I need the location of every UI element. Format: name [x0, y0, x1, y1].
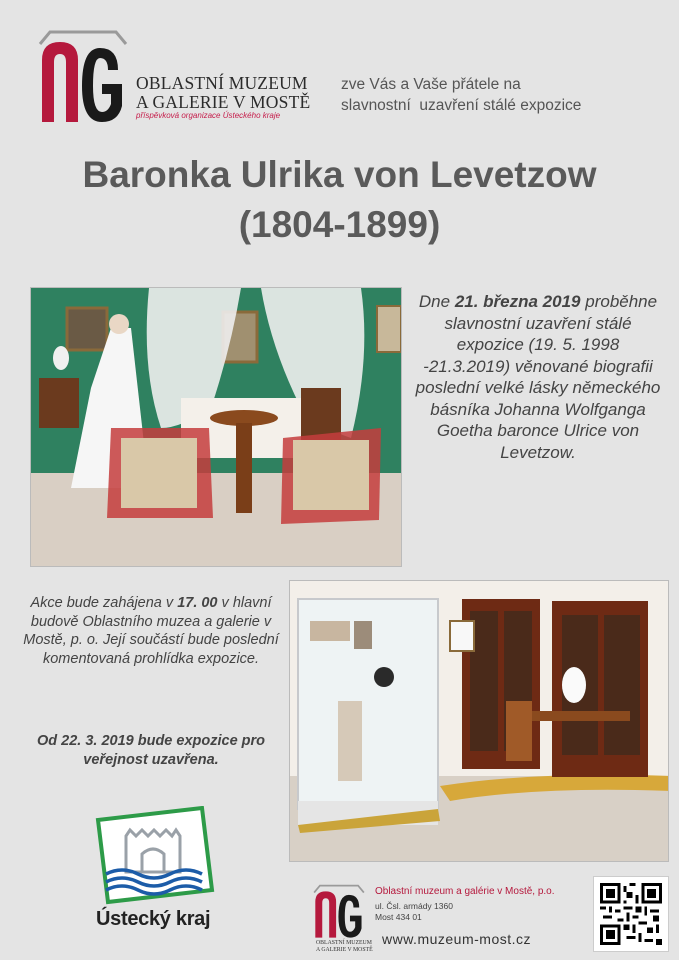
page-title — [0, 150, 679, 250]
contact-organization: Oblastní muzeum a galérie v Mostě, p.o. — [375, 886, 555, 897]
event-details — [20, 594, 282, 668]
description-text: proběhne slavnostní uzavření stálé expozice (19. 5. 1998 -21.3.2019) věnované biografii poslední velké lásky německého básníka Johanna Wolfganga Goetha baronce Ulrice von Levetzow. — [415, 292, 661, 462]
small-org-line1: OBLASTNÍ MUZEUM — [316, 940, 372, 946]
invitation-text — [341, 74, 581, 116]
event-time: 17. 00 — [177, 595, 218, 611]
title-name: Baronka Ulrika von Levetzow — [82, 154, 597, 195]
contact-city: Most 434 01 — [375, 912, 422, 922]
invitation-line2: slavnostní uzavření stálé expozice — [341, 97, 582, 114]
org-title-line1: OBLASTNÍ MUZEUM — [136, 73, 308, 93]
usti-region-logo-icon — [92, 806, 222, 906]
title-years: (1804-1899) — [238, 204, 441, 245]
event-text: v hlavní budově Oblastního muzea a galerie v Mostě, p. o. Její součástí bude poslední komentovaná prohlídka expozice. — [23, 595, 279, 667]
event-prefix: Akce bude zahájena v — [30, 595, 178, 611]
description-prefix: Dne — [418, 292, 455, 311]
org-subtitle: příspěvková organizace Ústeckého kraje — [136, 111, 281, 120]
small-org-line2: A GALERIE V MOSTĚ — [316, 946, 373, 953]
exhibition-library-photo — [289, 580, 669, 862]
org-title — [136, 74, 310, 112]
mg-small-logo-icon — [313, 882, 365, 940]
org-title-line2: A GALERIE V MOSTĚ — [136, 92, 311, 112]
website-link[interactable]: www.muzeum-most.cz — [382, 931, 532, 947]
closing-notice: Od 22. 3. 2019 bude expozice pro veřejnost uzavřena. — [36, 733, 266, 768]
event-description — [412, 291, 664, 463]
contact-street: ul. Čsl. armády 1360 — [375, 901, 453, 911]
exhibition-room-photo — [30, 287, 402, 567]
contact-address — [375, 901, 453, 923]
usti-region-name: Ústecký kraj — [96, 908, 211, 930]
mg-logo-icon — [38, 26, 128, 126]
qr-code-icon[interactable] — [593, 876, 669, 952]
invitation-line1: zve Vás a Vaše přátele na — [341, 76, 521, 93]
small-org-title — [316, 940, 373, 953]
event-date: 21. března 2019 — [454, 292, 581, 311]
